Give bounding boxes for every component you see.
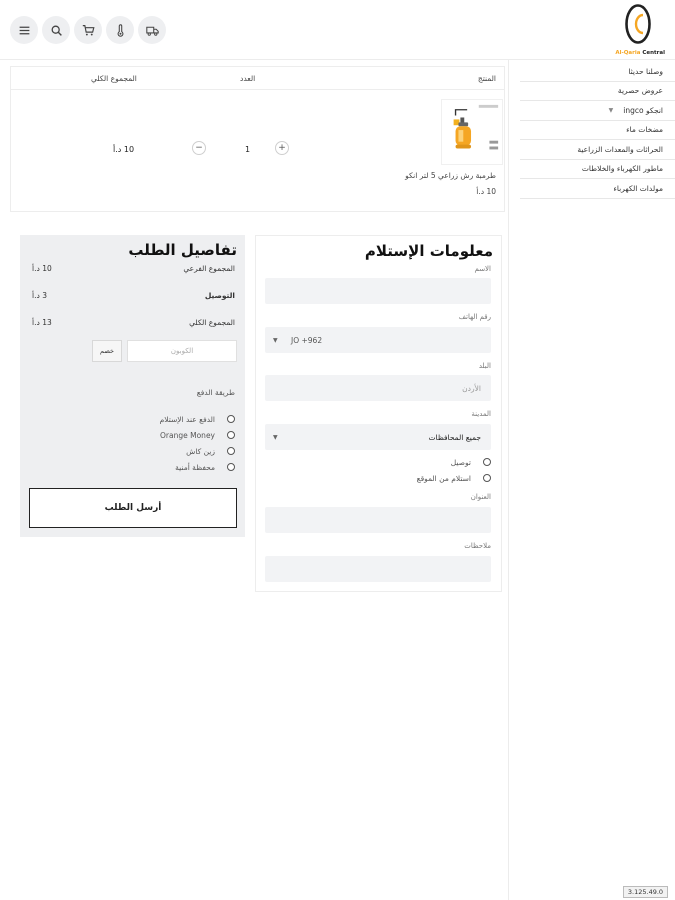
thermometer-icon xyxy=(114,24,127,37)
column-header-product: المنتج xyxy=(477,74,496,83)
version-badge: 3.125.49.0 xyxy=(623,886,668,898)
city-label: المدينة xyxy=(471,410,491,418)
plus-icon: + xyxy=(278,143,286,153)
order-title: تفاصيل الطلب xyxy=(128,241,237,259)
cart-button[interactable] xyxy=(74,16,102,44)
delivery-title: معلومات الإستلام xyxy=(364,242,493,260)
cart-table xyxy=(10,66,505,212)
subtotal-label: المجموع الفرعي xyxy=(183,264,235,273)
total-label: المجموع الكلي xyxy=(189,318,235,327)
coupon-input[interactable]: الكوبون xyxy=(127,340,237,362)
minus-icon: − xyxy=(195,143,203,153)
sidebar-item-new-arrivals[interactable]: وصلنا حديثا xyxy=(520,62,675,82)
product-name[interactable]: طرمبة رش زراعي 5 لتر انكو xyxy=(405,171,496,180)
payment-option-wallet: محفظة أمنية xyxy=(175,463,215,472)
menu-button[interactable] xyxy=(10,16,38,44)
payment-option-orange-money: Orange Money xyxy=(160,431,215,440)
product-image[interactable] xyxy=(441,99,503,165)
name-field[interactable] xyxy=(265,278,491,304)
cart-icon xyxy=(82,24,95,37)
sidebar-item-exclusive-offers[interactable]: عروض حصرية xyxy=(520,82,675,102)
payment-option-cod: الدفع عند الإستلام xyxy=(159,415,215,424)
address-label: العنوان xyxy=(470,493,491,501)
total-value: 13 د.أ xyxy=(32,318,52,327)
payment-option-zain-cash: زين كاش xyxy=(186,447,215,456)
line-total: 10 د.أ xyxy=(113,145,135,154)
apply-coupon-button[interactable]: خصم xyxy=(92,340,122,362)
pickup-method-label: استلام من الموقع xyxy=(416,474,471,483)
logo-wordmark: Al-Qaria Central xyxy=(615,50,665,56)
submit-order-button[interactable]: أرسل الطلب xyxy=(29,488,237,528)
sidebar-item-ingco[interactable]: انجكو ingco ▼ xyxy=(520,101,675,121)
name-label: الاسم xyxy=(474,265,491,273)
chevron-down-icon: ▼ xyxy=(608,106,614,114)
payment-radio-wallet[interactable] xyxy=(227,463,235,471)
sidebar-item-tillers[interactable]: الحراثات والمعدات الزراعية xyxy=(520,140,675,160)
delivery-method-radio[interactable] xyxy=(483,458,491,466)
notes-textarea[interactable] xyxy=(265,556,491,582)
chevron-down-icon: ▼ xyxy=(273,336,278,344)
phone-label: رقم الهاتف xyxy=(458,313,491,321)
delivery-info-panel xyxy=(255,235,502,592)
payment-method-label: طريقة الدفع xyxy=(196,388,235,397)
delivery-method-label: توصيل xyxy=(450,458,471,467)
payment-radio-cod[interactable] xyxy=(227,415,235,423)
category-sidebar xyxy=(520,62,675,199)
city-select[interactable] xyxy=(265,424,491,450)
delivery-button[interactable] xyxy=(138,16,166,44)
logo-mark xyxy=(625,4,651,46)
brand-logo[interactable] xyxy=(609,4,665,58)
column-header-total: المجموع الكلي xyxy=(91,74,137,83)
subtotal-value: 10 د.أ xyxy=(32,264,52,273)
chevron-down-icon: ▼ xyxy=(273,433,278,441)
top-header xyxy=(0,0,675,60)
search-button[interactable] xyxy=(42,16,70,44)
payment-radio-zain-cash[interactable] xyxy=(227,447,235,455)
pickup-method-radio[interactable] xyxy=(483,474,491,482)
decrease-quantity-button[interactable] xyxy=(192,141,206,155)
order-details-panel xyxy=(20,235,245,537)
sidebar-item-water-pumps[interactable]: مضخات ماء xyxy=(520,121,675,141)
phone-country-code: JO +962 xyxy=(291,335,323,345)
menu-icon xyxy=(18,24,31,37)
city-selected-value: جميع المحافظات xyxy=(428,432,481,442)
address-field[interactable] xyxy=(265,507,491,533)
search-icon xyxy=(50,24,63,37)
shipping-value: 3 د.أ xyxy=(32,291,47,300)
sidebar-item-electric-motors[interactable]: ماطور الكهرباء والخلاطات xyxy=(520,160,675,180)
sprayer-image xyxy=(442,100,502,164)
cart-table-header xyxy=(11,67,504,90)
product-price: 10 د.أ xyxy=(476,187,496,196)
quantity-value: 1 xyxy=(245,145,251,154)
temperature-button[interactable] xyxy=(106,16,134,44)
increase-quantity-button[interactable] xyxy=(275,141,289,155)
phone-field[interactable] xyxy=(265,327,491,353)
notes-label: ملاحظات xyxy=(464,542,491,550)
shipping-label: التوصيل xyxy=(204,291,235,300)
truck-icon xyxy=(146,24,159,37)
payment-radio-orange-money[interactable] xyxy=(227,431,235,439)
country-field[interactable]: الأردن xyxy=(265,375,491,401)
column-header-quantity: العدد xyxy=(240,74,256,83)
sidebar-item-generators[interactable]: مولدات الكهرباء xyxy=(520,179,675,199)
sidebar-divider xyxy=(508,60,509,900)
country-label: البلد xyxy=(478,362,491,370)
